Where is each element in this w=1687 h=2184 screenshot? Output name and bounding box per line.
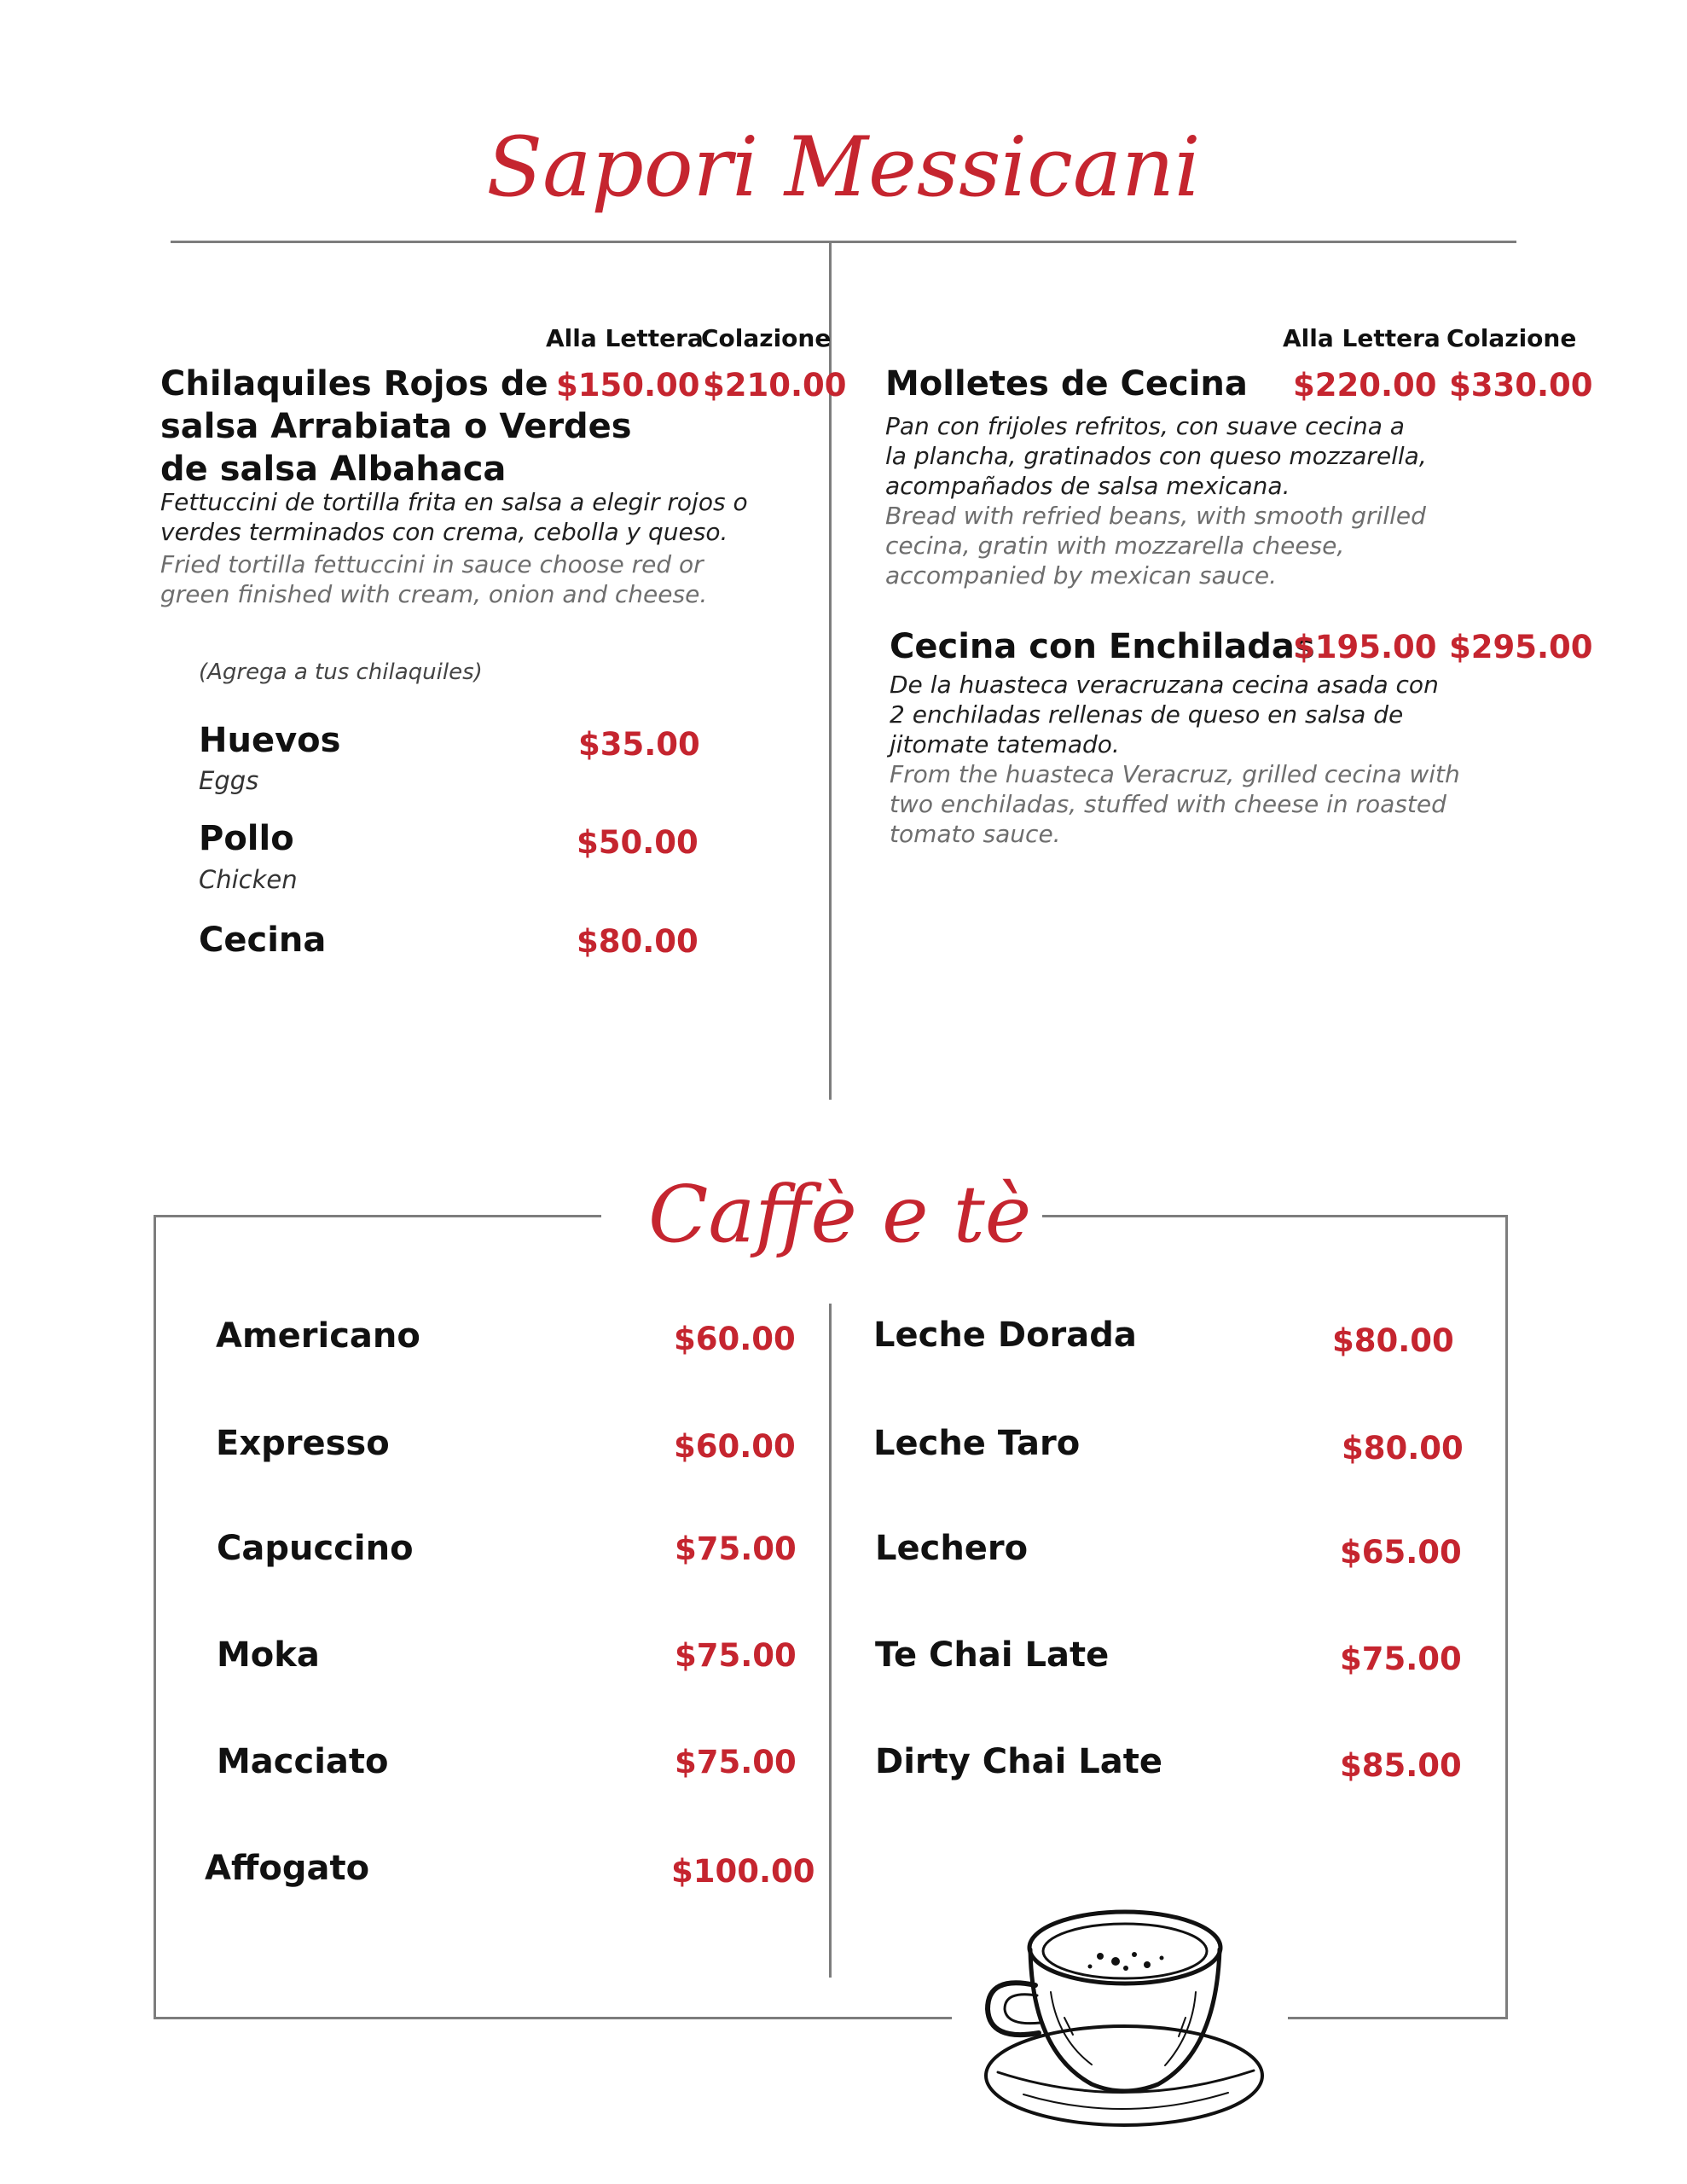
chilaquiles-price-alla: $150.00 <box>556 367 700 404</box>
chilaquiles-price-colazione: $210.00 <box>703 367 847 404</box>
drink-capuccino: Capuccino <box>217 1529 414 1568</box>
cecina-enchiladas-description: De la huasteca veracruzana cecina asada con 2 enchiladas rellenas de queso en salsa de jitomate tatemado. From the huasteca Veracruz, grilled cecina with two enchiladas, stuffed with cheese in roasted tomato sauce. <box>890 671 1460 848</box>
molletes-price-alla: $220.00 <box>1293 367 1437 404</box>
chilaquiles-name: Chilaquiles Rojos de salsa Arrabiata o Verdes de salsa Albahaca <box>160 364 632 489</box>
section-title-sapori: Sapori Messicani <box>486 119 1201 215</box>
addon-sub-eggs: Eggs <box>199 766 259 795</box>
cecina-enchiladas-price-colazione: $295.00 <box>1449 629 1593 665</box>
box-right-rule <box>1505 1215 1508 2019</box>
molletes-price-colazione: $330.00 <box>1449 367 1593 404</box>
drink-price-te-chai-late: $75.00 <box>1340 1641 1462 1677</box>
addons-note: (Agrega a tus chilaquiles) <box>199 659 483 685</box>
box-top-right-rule <box>1042 1215 1508 1217</box>
drink-price-moka: $75.00 <box>675 1637 797 1674</box>
drink-americano: Americano <box>216 1316 420 1356</box>
box-bottom-right-rule <box>1288 2017 1508 2019</box>
addon-name-pollo: Pollo <box>199 819 294 858</box>
molletes-name: Molletes de Cecina <box>885 364 1248 404</box>
addon-price-pollo: $50.00 <box>577 824 699 861</box>
top-rule <box>171 241 1516 243</box>
drink-price-leche-taro: $80.00 <box>1342 1430 1464 1467</box>
drink-moka: Moka <box>217 1635 320 1675</box>
drink-leche-taro: Leche Taro <box>873 1424 1081 1463</box>
drink-te-chai-late: Te Chai Late <box>875 1635 1110 1675</box>
drink-price-dirty-chai-late: $85.00 <box>1340 1747 1462 1784</box>
box-top-left-rule <box>154 1215 601 1217</box>
coffee-cup-icon <box>972 1890 1279 2146</box>
drink-macciato: Macciato <box>217 1742 389 1781</box>
addon-price-huevos: $35.00 <box>578 726 700 763</box>
addon-sub-chicken: Chicken <box>199 865 298 894</box>
header-alla-lettera-right: Alla Lettera <box>1283 324 1441 352</box>
box-center-divider <box>829 1304 832 1978</box>
cecina-enchiladas-name: Cecina con Enchiladas <box>890 627 1315 666</box>
drink-lechero: Lechero <box>875 1529 1029 1568</box>
drink-price-leche-dorada: $80.00 <box>1332 1322 1454 1359</box>
drink-price-affogato: $100.00 <box>671 1853 815 1890</box>
drink-price-lechero: $65.00 <box>1340 1534 1462 1571</box>
drink-expresso: Expresso <box>216 1424 390 1463</box>
box-bottom-left-rule <box>154 2017 952 2019</box>
addon-name-cecina: Cecina <box>199 921 327 960</box>
addon-price-cecina: $80.00 <box>577 923 699 960</box>
chilaquiles-description: Fettuccini de tortilla frita en salsa a elegir rojos o verdes terminados con crema, cebolla y queso. Fried tortilla fettuccini in sauce choose red or green finished with cream, onion and cheese. <box>160 488 748 608</box>
drink-dirty-chai-late: Dirty Chai Late <box>875 1742 1162 1781</box>
drink-price-macciato: $75.00 <box>675 1744 797 1780</box>
addon-name-huevos: Huevos <box>199 721 341 760</box>
header-colazione-right: Colazione <box>1446 324 1577 352</box>
drink-price-capuccino: $75.00 <box>675 1531 797 1567</box>
molletes-description: Pan con frijoles refritos, con suave cecina a la plancha, gratinados con queso mozzarella, acompañados de salsa mexicana. Bread with refried beans, with smooth grilled cecina, gratin with mozzarella cheese, accompanied by mexican sauce. <box>885 412 1427 590</box>
drink-price-expresso: $60.00 <box>674 1428 796 1465</box>
header-alla-lettera-left: Alla Lettera <box>546 324 704 352</box>
drink-price-americano: $60.00 <box>674 1321 796 1357</box>
box-left-rule <box>154 1215 156 2019</box>
cecina-enchiladas-price-alla: $195.00 <box>1293 629 1437 665</box>
drink-leche-dorada: Leche Dorada <box>873 1316 1137 1355</box>
header-colazione-left: Colazione <box>701 324 832 352</box>
section-title-caffe: Caffè e tè <box>648 1169 1032 1260</box>
drink-affogato: Affogato <box>205 1849 370 1888</box>
